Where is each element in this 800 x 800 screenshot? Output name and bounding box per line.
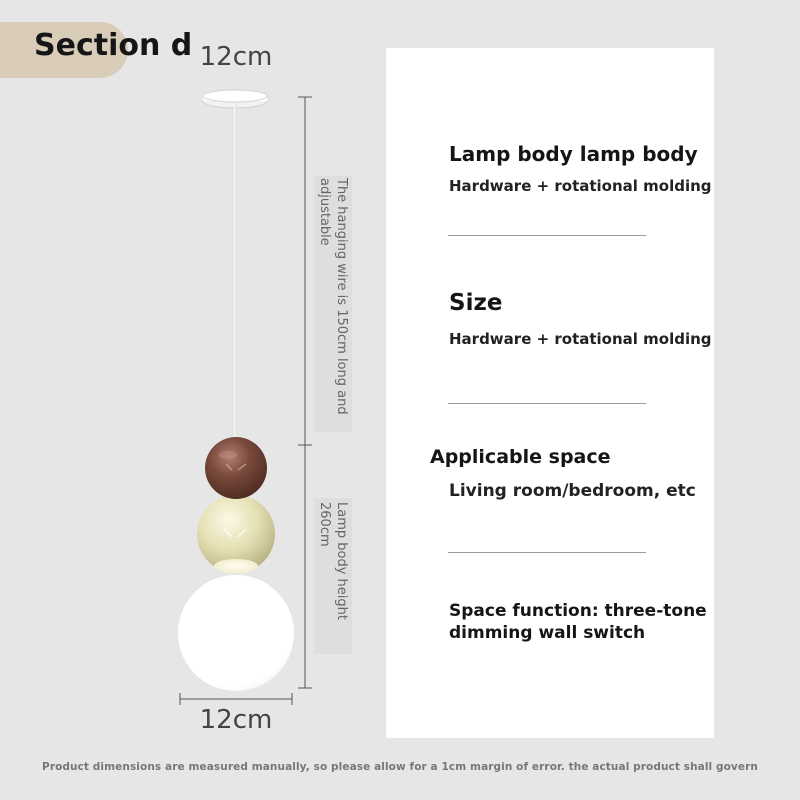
spec-heading-space: Applicable space — [430, 446, 611, 468]
height-dimension-line — [298, 97, 312, 688]
top-width-label: 12cm — [199, 42, 273, 72]
body-height-note: Lamp body height 260cm — [317, 502, 349, 620]
section-title: Section d — [34, 28, 193, 63]
spec-detail-space: Living room/bedroom, etc — [449, 481, 696, 501]
width-dimension-line — [180, 693, 292, 705]
divider — [448, 235, 646, 236]
spec-heading-material: Lamp body lamp body — [449, 142, 698, 166]
spec-heading-function: Space function: three-tone dimming wall switch — [449, 601, 707, 643]
top-ball — [205, 437, 267, 499]
bottom-globe — [178, 575, 294, 691]
measurement-disclaimer: Product dimensions are measured manually, so please allow for a 1cm margin of error. the actual product shall govern — [42, 761, 758, 773]
wire-length-note: The hanging wire is 150cm long and adjustable — [317, 178, 349, 415]
spec-heading-size: Size — [449, 290, 503, 316]
spec-detail-size: Hardware + rotational molding — [449, 330, 712, 348]
spec-detail-material: Hardware + rotational molding — [449, 177, 712, 195]
bottom-width-label: 12cm — [199, 705, 273, 735]
divider — [448, 552, 646, 553]
divider — [448, 403, 646, 404]
